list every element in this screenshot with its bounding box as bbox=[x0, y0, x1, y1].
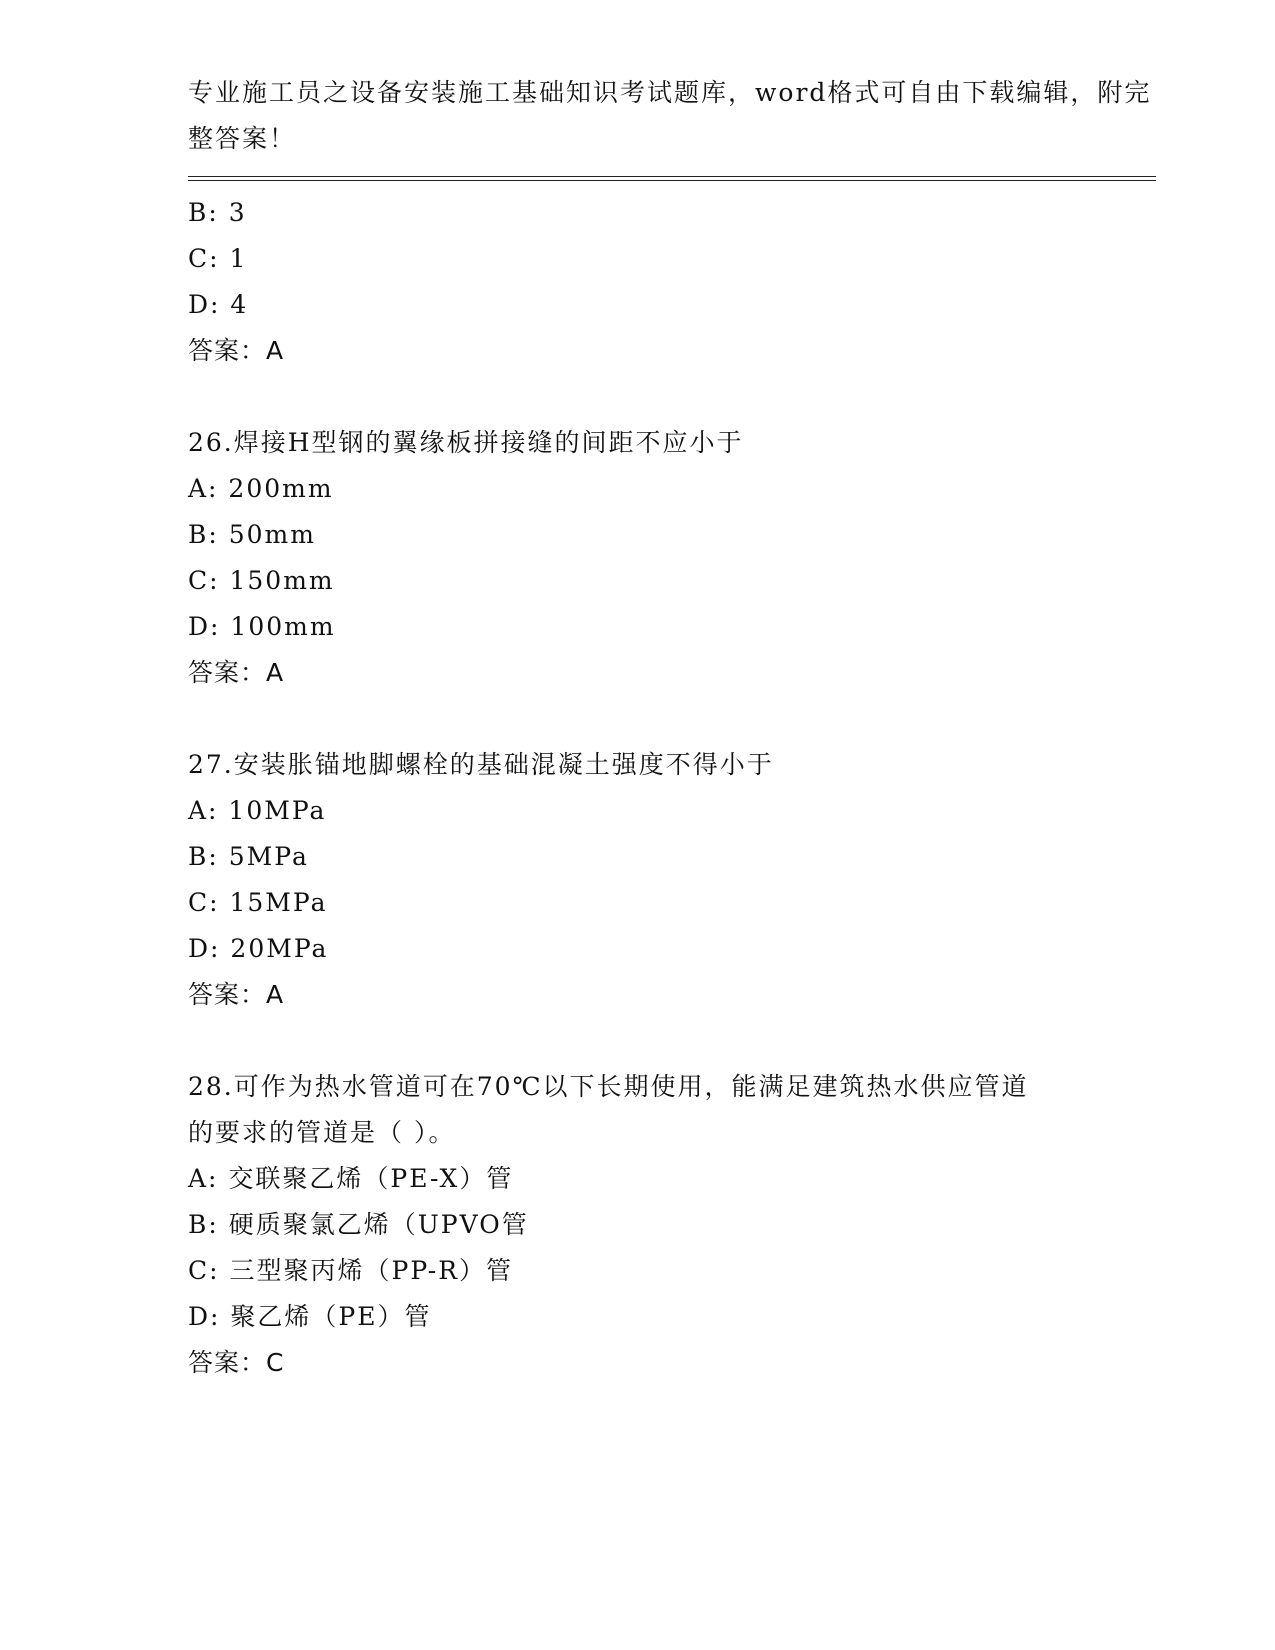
option-d: D: 4 bbox=[188, 290, 249, 319]
question-26 bbox=[188, 420, 1118, 696]
question-27 bbox=[188, 742, 1118, 1018]
option-c: C: 1 bbox=[188, 244, 248, 273]
option-a: A: 10MPa bbox=[188, 796, 327, 825]
answer-text: 答案：C bbox=[188, 1348, 285, 1377]
option-b: B: 3 bbox=[188, 198, 247, 227]
document-header bbox=[188, 70, 1152, 162]
option-d: D: 100mm bbox=[188, 612, 336, 641]
header-line-2: 整答案！ bbox=[188, 124, 297, 153]
option-c: C: 三型聚丙烯（PP-R）管 bbox=[188, 1256, 514, 1285]
option-a: A: 200mm bbox=[188, 474, 334, 503]
answer-text: 答案：A bbox=[188, 336, 285, 365]
previous-question bbox=[188, 190, 1118, 374]
spacer bbox=[188, 696, 1118, 742]
option-c: C: 150mm bbox=[188, 566, 335, 595]
question-28 bbox=[188, 1064, 1118, 1386]
answer-text: 答案：A bbox=[188, 658, 285, 687]
option-d: D: 聚乙烯（PE）管 bbox=[188, 1302, 432, 1331]
option-b: B: 5MPa bbox=[188, 842, 309, 871]
question-stem-line-2: 的要求的管道是（ ）。 bbox=[188, 1118, 456, 1147]
answer-text: 答案：A bbox=[188, 980, 285, 1009]
option-d: D: 20MPa bbox=[188, 934, 329, 963]
question-stem: 27.安装胀锚地脚螺栓的基础混凝土强度不得小于 bbox=[188, 750, 774, 779]
question-list bbox=[188, 190, 1118, 1386]
option-a: A: 交联聚乙烯（PE-X）管 bbox=[188, 1164, 514, 1193]
option-b: B: 硬质聚氯乙烯（UPVO管 bbox=[188, 1210, 529, 1239]
option-b: B: 50mm bbox=[188, 520, 316, 549]
option-c: C: 15MPa bbox=[188, 888, 328, 917]
header-line-1: 专业施工员之设备安装施工基础知识考试题库，word格式可自由下载编辑，附完 bbox=[188, 78, 1152, 107]
question-stem-line-1: 28.可作为热水管道可在70℃以下长期使用，能满足建筑热水供应管道 bbox=[188, 1072, 1029, 1101]
spacer bbox=[188, 374, 1118, 420]
header-divider bbox=[188, 176, 1156, 181]
question-stem: 26.焊接H型钢的翼缘板拼接缝的间距不应小于 bbox=[188, 428, 744, 457]
spacer bbox=[188, 1018, 1118, 1064]
